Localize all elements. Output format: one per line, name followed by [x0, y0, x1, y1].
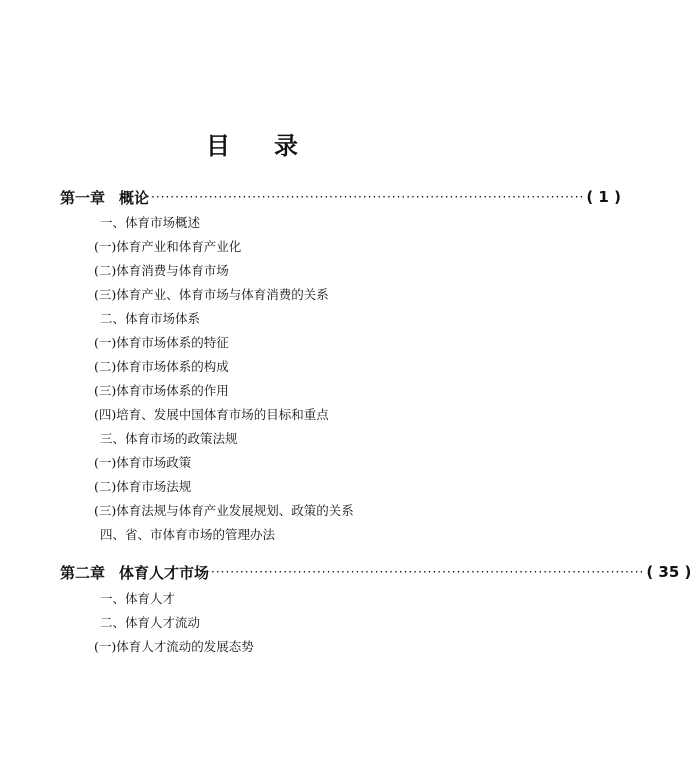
chapter-number: 第二章	[60, 563, 106, 582]
toc-entry: (一)体育产业和体育产业化	[94, 239, 242, 254]
toc-entry: (三)体育产业、体育市场与体育消费的关系	[94, 287, 329, 302]
leader-dots: ··························································································	[151, 190, 585, 204]
chapter-number: 第一章	[60, 188, 106, 207]
chapter-page: ( 35 )	[646, 563, 691, 581]
toc-entry: 四、省、市体育市场的管理办法	[100, 527, 276, 542]
chapter-name: 概论	[119, 188, 150, 207]
chapter-page: ( 1 )	[586, 188, 621, 206]
page-title	[0, 126, 504, 161]
title-char-right: 录	[274, 132, 298, 160]
toc-entry: 一、体育人才	[100, 591, 176, 606]
toc-entry: 三、体育市场的政策法规	[100, 431, 238, 446]
leader-dots: ··························································································	[211, 565, 645, 579]
toc-entry: (三)体育市场体系的作用	[94, 383, 229, 398]
chapter-heading	[60, 561, 691, 583]
toc-entry: (二)体育市场法规	[94, 479, 192, 494]
toc-entry: (一)体育市场政策	[94, 455, 192, 470]
toc-entry: (一)体育市场体系的特征	[94, 335, 229, 350]
toc-entry: (二)体育市场体系的构成	[94, 359, 229, 374]
title-char-left: 目	[206, 132, 230, 160]
toc-entry: 二、体育市场体系	[100, 311, 201, 326]
toc-entry: 二、体育人才流动	[100, 615, 201, 630]
chapter-name: 体育人才市场	[119, 563, 210, 582]
toc-entry: (三)体育法规与体育产业发展规划、政策的关系	[94, 503, 354, 518]
chapter-heading	[60, 186, 621, 208]
toc-entry: (四)培育、发展中国体育市场的目标和重点	[94, 407, 329, 422]
toc-entry: (二)体育消费与体育市场	[94, 263, 229, 278]
toc-entry: 一、体育市场概述	[100, 215, 201, 230]
toc-entry: (一)体育人才流动的发展态势	[94, 639, 254, 654]
